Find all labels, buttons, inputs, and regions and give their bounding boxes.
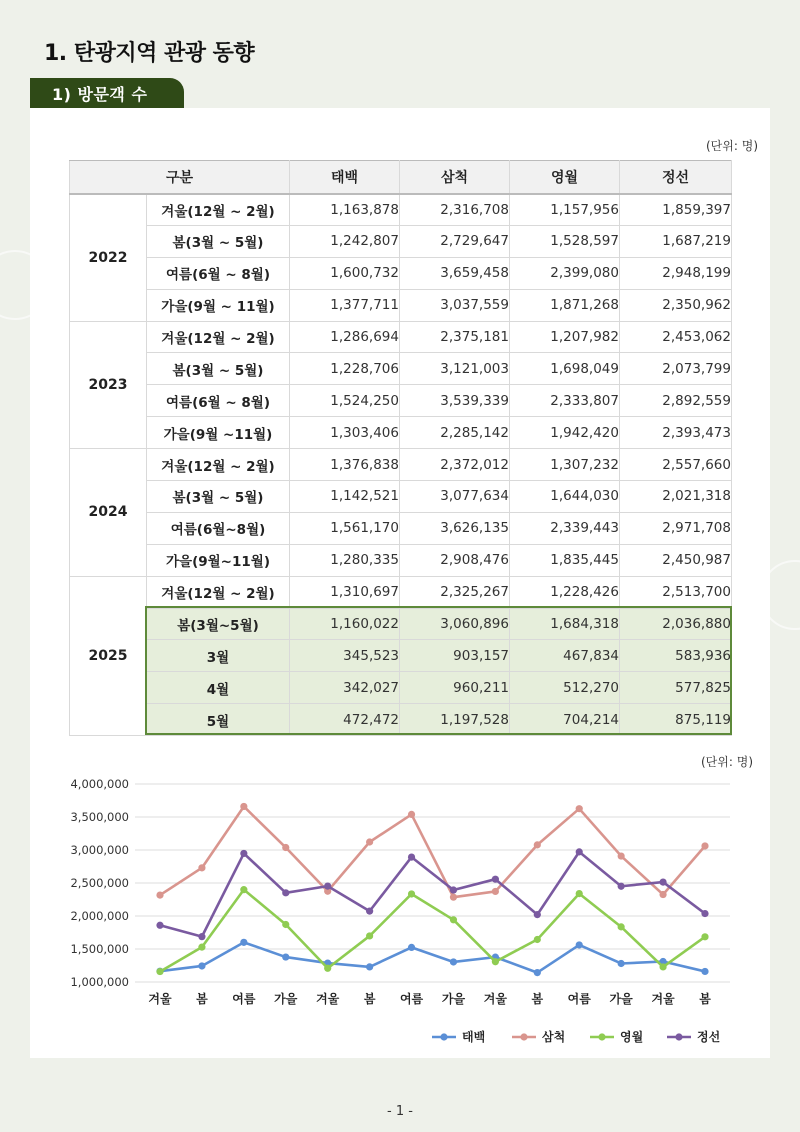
value-cell: 1,197,528 [400, 704, 510, 736]
table-row [70, 225, 732, 257]
value-cell: 2,339,443 [510, 512, 620, 544]
x-tick-label: 가을 [441, 992, 466, 1006]
value-cell: 1,528,597 [510, 225, 620, 257]
value-cell: 2,316,708 [400, 194, 510, 226]
value-cell: 583,936 [620, 640, 732, 672]
data-point [492, 888, 499, 895]
table-row [70, 353, 732, 385]
data-point [324, 882, 331, 889]
value-cell: 2,729,647 [400, 225, 510, 257]
x-tick-label: 봄 [531, 992, 544, 1006]
value-cell: 1,280,335 [290, 544, 400, 576]
period-cell: 겨울(12월 ~ 2월) [147, 449, 290, 481]
header-category: 구분 [70, 161, 290, 194]
value-cell: 960,211 [400, 672, 510, 704]
value-cell: 1,871,268 [510, 289, 620, 321]
value-cell: 342,027 [290, 672, 400, 704]
data-point [450, 916, 457, 923]
x-tick-label: 여름 [232, 992, 256, 1006]
data-point [240, 850, 247, 857]
value-cell: 3,539,339 [400, 385, 510, 417]
data-point [366, 838, 373, 845]
table-row [70, 257, 732, 289]
table-row [70, 640, 732, 672]
value-cell: 2,393,473 [620, 417, 732, 449]
x-tick-label: 여름 [399, 992, 424, 1006]
data-point [492, 876, 499, 883]
legend-swatch-marker [440, 1033, 447, 1040]
visitor-stats-table [69, 160, 732, 736]
value-cell: 1,142,521 [290, 481, 400, 513]
value-cell: 1,228,426 [510, 576, 620, 608]
data-point [282, 921, 289, 928]
value-cell: 1,561,170 [290, 512, 400, 544]
data-point [701, 933, 708, 940]
table-row [70, 385, 732, 417]
data-point [576, 890, 583, 897]
table-row [70, 449, 732, 481]
value-cell: 1,859,397 [620, 194, 732, 226]
data-point [659, 878, 666, 885]
value-cell: 2,450,987 [620, 544, 732, 576]
legend-label: 영월 [620, 1030, 644, 1044]
data-point [618, 883, 625, 890]
period-cell: 4월 [147, 672, 290, 704]
table-row [70, 481, 732, 513]
y-tick-label: 4,000,000 [70, 777, 129, 791]
value-cell: 2,399,080 [510, 257, 620, 289]
table-row [70, 576, 732, 608]
header-jeongseon: 정선 [620, 161, 732, 194]
series-line-0 [160, 942, 705, 972]
value-cell: 2,453,062 [620, 321, 732, 353]
value-cell: 1,376,838 [290, 449, 400, 481]
value-cell: 704,214 [510, 704, 620, 736]
data-point [618, 923, 625, 930]
subsection-tab: 1) 방문객 수 [30, 78, 184, 108]
table-row [70, 194, 732, 226]
y-tick-label: 1,000,000 [70, 975, 129, 989]
value-cell: 345,523 [290, 640, 400, 672]
value-cell: 3,121,003 [400, 353, 510, 385]
chart-unit-label: (단위: 명) [701, 755, 753, 769]
value-cell: 3,077,634 [400, 481, 510, 513]
header-yeongwol: 영월 [510, 161, 620, 194]
data-point [450, 894, 457, 901]
value-cell: 1,835,445 [510, 544, 620, 576]
data-point [534, 841, 541, 848]
value-cell: 3,037,559 [400, 289, 510, 321]
table-row [70, 289, 732, 321]
period-cell: 여름(6월 ~ 8월) [147, 385, 290, 417]
data-point [156, 968, 163, 975]
value-cell: 1,157,956 [510, 194, 620, 226]
table-row [70, 512, 732, 544]
value-cell: 577,825 [620, 672, 732, 704]
data-point [240, 939, 247, 946]
period-cell: 겨울(12월 ~ 2월) [147, 194, 290, 226]
period-cell: 3월 [147, 640, 290, 672]
value-cell: 2,372,012 [400, 449, 510, 481]
data-point [366, 963, 373, 970]
data-point [156, 922, 163, 929]
data-point [282, 953, 289, 960]
year-cell: 2024 [70, 449, 147, 577]
value-cell: 1,377,711 [290, 289, 400, 321]
table-row [70, 672, 732, 704]
value-cell: 467,834 [510, 640, 620, 672]
value-cell: 2,557,660 [620, 449, 732, 481]
period-cell: 겨울(12월 ~ 2월) [147, 576, 290, 608]
data-point [492, 958, 499, 965]
table-header-row [70, 161, 732, 194]
data-point [324, 965, 331, 972]
value-cell: 2,948,199 [620, 257, 732, 289]
value-cell: 1,644,030 [510, 481, 620, 513]
period-cell: 겨울(12월 ~ 2월) [147, 321, 290, 353]
value-cell: 3,626,135 [400, 512, 510, 544]
x-tick-label: 겨울 [148, 992, 172, 1006]
y-tick-label: 3,000,000 [70, 843, 129, 857]
legend-label: 정선 [697, 1030, 721, 1044]
value-cell: 2,971,708 [620, 512, 732, 544]
data-point [618, 960, 625, 967]
x-tick-label: 겨울 [483, 992, 507, 1006]
legend-swatch-marker [598, 1033, 605, 1040]
data-point [366, 908, 373, 915]
data-point [240, 886, 247, 893]
table-row [70, 704, 732, 736]
value-cell: 1,207,982 [510, 321, 620, 353]
value-cell: 1,942,420 [510, 417, 620, 449]
data-point [198, 944, 205, 951]
value-cell: 1,303,406 [290, 417, 400, 449]
page-number: - 1 - [387, 1104, 413, 1119]
data-point [198, 962, 205, 969]
year-cell: 2022 [70, 194, 147, 322]
data-point [534, 936, 541, 943]
value-cell: 2,333,807 [510, 385, 620, 417]
legend-label: 태백 [462, 1030, 486, 1044]
value-cell: 2,908,476 [400, 544, 510, 576]
x-tick-label: 겨울 [651, 992, 675, 1006]
x-tick-label: 봄 [363, 992, 376, 1006]
value-cell: 903,157 [400, 640, 510, 672]
value-cell: 2,513,700 [620, 576, 732, 608]
period-cell: 가을(9월 ~ 11월) [147, 289, 290, 321]
value-cell: 1,307,232 [510, 449, 620, 481]
data-point [408, 944, 415, 951]
data-point [701, 910, 708, 917]
value-cell: 1,163,878 [290, 194, 400, 226]
value-cell: 3,659,458 [400, 257, 510, 289]
x-tick-label: 가을 [274, 992, 298, 1006]
data-point [701, 842, 708, 849]
value-cell: 2,073,799 [620, 353, 732, 385]
data-point [450, 886, 457, 893]
data-point [240, 803, 247, 810]
value-cell: 3,060,896 [400, 608, 510, 640]
data-point [156, 891, 163, 898]
data-point [659, 891, 666, 898]
data-point [198, 933, 205, 940]
data-point [450, 958, 457, 965]
value-cell: 2,021,318 [620, 481, 732, 513]
data-point [576, 848, 583, 855]
value-cell: 512,270 [510, 672, 620, 704]
year-cell: 2023 [70, 321, 147, 449]
data-point [282, 844, 289, 851]
legend-swatch-marker [520, 1033, 527, 1040]
data-point [659, 963, 666, 970]
y-tick-label: 2,500,000 [70, 876, 129, 890]
value-cell: 2,285,142 [400, 417, 510, 449]
visitor-line-chart [60, 770, 740, 1060]
data-point [701, 968, 708, 975]
value-cell: 1,160,022 [290, 608, 400, 640]
period-cell: 봄(3월 ~ 5월) [147, 481, 290, 513]
value-cell: 1,687,219 [620, 225, 732, 257]
data-point [576, 805, 583, 812]
data-point [576, 941, 583, 948]
table-row [70, 544, 732, 576]
period-cell: 여름(6월~8월) [147, 512, 290, 544]
table-unit-label: (단위: 명) [706, 139, 758, 153]
header-samcheok: 삼척 [400, 161, 510, 194]
period-cell: 5월 [147, 704, 290, 736]
period-cell: 여름(6월 ~ 8월) [147, 257, 290, 289]
value-cell: 1,600,732 [290, 257, 400, 289]
x-tick-label: 봄 [699, 992, 711, 1006]
value-cell: 1,242,807 [290, 225, 400, 257]
value-cell: 2,036,880 [620, 608, 732, 640]
value-cell: 1,228,706 [290, 353, 400, 385]
value-cell: 2,375,181 [400, 321, 510, 353]
value-cell: 1,698,049 [510, 353, 620, 385]
data-point [198, 864, 205, 871]
value-cell: 472,472 [290, 704, 400, 736]
y-tick-label: 2,000,000 [70, 909, 129, 923]
data-point [618, 852, 625, 859]
table-row [70, 417, 732, 449]
period-cell: 봄(3월~5월) [147, 608, 290, 640]
value-cell: 875,119 [620, 704, 732, 736]
section-heading: 1. 탄광지역 관광 동향 [44, 41, 255, 66]
data-point [366, 932, 373, 939]
series-line-2 [160, 890, 705, 972]
period-cell: 가을(9월~11월) [147, 544, 290, 576]
data-point [534, 969, 541, 976]
y-tick-label: 3,500,000 [70, 810, 129, 824]
period-cell: 가을(9월 ~11월) [147, 417, 290, 449]
table-row [70, 321, 732, 353]
value-cell: 1,524,250 [290, 385, 400, 417]
value-cell: 1,310,697 [290, 576, 400, 608]
period-cell: 봄(3월 ~ 5월) [147, 225, 290, 257]
data-point [534, 911, 541, 918]
legend-label: 삼척 [542, 1030, 566, 1044]
x-tick-label: 봄 [196, 992, 208, 1006]
value-cell: 2,350,962 [620, 289, 732, 321]
legend-swatch-marker [675, 1033, 682, 1040]
value-cell: 1,286,694 [290, 321, 400, 353]
value-cell: 2,892,559 [620, 385, 732, 417]
table-row [70, 608, 732, 640]
x-tick-label: 겨울 [316, 992, 340, 1006]
data-point [408, 890, 415, 897]
period-cell: 봄(3월 ~ 5월) [147, 353, 290, 385]
data-point [408, 853, 415, 860]
year-cell: 2025 [70, 576, 147, 735]
table-body [70, 194, 732, 736]
data-point [282, 889, 289, 896]
header-taebaek: 태백 [290, 161, 400, 194]
y-tick-label: 1,500,000 [70, 942, 129, 956]
value-cell: 2,325,267 [400, 576, 510, 608]
x-tick-label: 여름 [567, 992, 591, 1006]
value-cell: 1,684,318 [510, 608, 620, 640]
x-tick-label: 가을 [609, 992, 633, 1006]
data-point [408, 811, 415, 818]
